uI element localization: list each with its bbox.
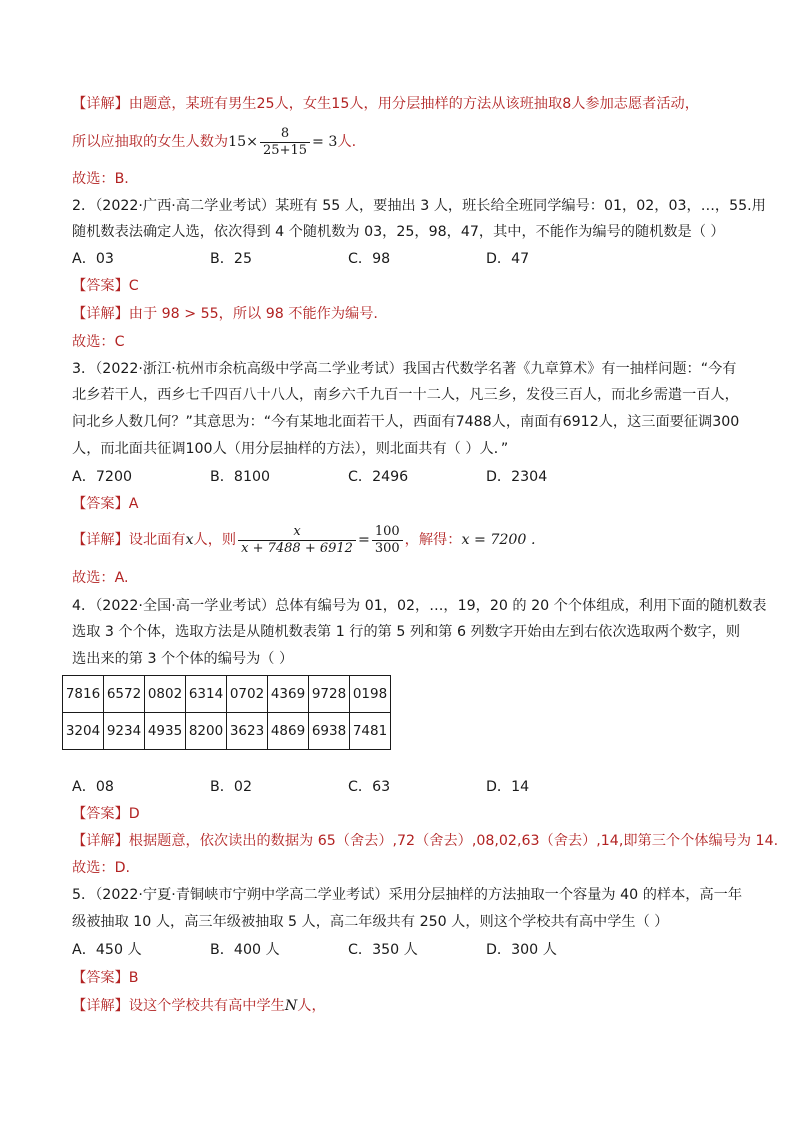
- q5-detail-text: 人，: [297, 998, 326, 1014]
- q3-detail-text: 人，则: [193, 532, 237, 548]
- table-cell: 0198: [350, 676, 391, 713]
- answer-value: B: [128, 970, 139, 986]
- variable-x: x: [185, 532, 194, 548]
- q5-detail: [72, 996, 326, 1016]
- detail-tag: 【详解】: [72, 532, 129, 548]
- option-a: A．03: [72, 251, 114, 267]
- q4-detail: [72, 831, 778, 851]
- table-cell: 7816: [63, 676, 104, 713]
- table-cell: 6938: [309, 713, 350, 750]
- q1-detail-text: 由题意，某班有男生: [128, 96, 257, 112]
- fraction-numerator: 8: [260, 126, 310, 143]
- answer-value: D: [128, 806, 140, 822]
- fraction-numerator: 100: [372, 524, 403, 541]
- option-b: B．8100: [210, 469, 271, 485]
- q1-pick: 故选：B.: [72, 171, 129, 187]
- table-cell: 0802: [145, 676, 186, 713]
- option-c: C．350 人: [348, 942, 418, 958]
- q3-answer: [72, 494, 138, 514]
- q5-answer: [72, 968, 139, 988]
- q3-stem-line-2: 北乡若干人，西乡七千四百八十八人，南乡六千九百一十二人，凡三乡，发役三百人，而北乡需遣一百人，: [72, 387, 739, 403]
- table-cell: 7481: [350, 713, 391, 750]
- q3-stem-line-1: 3．（2022·浙江·杭州市余杭高级中学高二学业考试）我国古代数学名著《九章算术》有一抽样问题：“今有: [72, 361, 737, 377]
- fraction-numerator: x: [238, 524, 356, 541]
- q4-stem-line-1: 4．（2022·全国·高一学业考试）总体有编号为 01，02，…，19，20 的 20 个个体组成，利用下面的随机数表: [72, 598, 767, 614]
- table-cell: 3623: [227, 713, 268, 750]
- answer-tag: 【答案】: [72, 278, 129, 294]
- q1-result: = 3: [312, 134, 338, 150]
- q3-detail: [72, 522, 535, 558]
- detail-tag: 【详解】: [72, 306, 129, 322]
- table-cell: 8200: [186, 713, 227, 750]
- option-d: D．47: [486, 251, 530, 267]
- q3-stem-line-4: 人，而北面共征调100人（用分层抽样的方法），则北面共有（ ）人．”: [72, 441, 509, 457]
- answer-tag: 【答案】: [72, 496, 129, 512]
- q1-boys-count: 25: [256, 96, 275, 112]
- q3-stem-line-3: 问北乡人数几何？”其意思为：“今有某地北面若干人，西面有7488人，南面有6912人，这三面要征调300: [72, 414, 740, 430]
- q2-detail-text: 由于 98 > 55，所以 98 不能作为编号.: [128, 306, 378, 322]
- equals-sign: =: [357, 532, 370, 548]
- q1-detail-line-1: [72, 94, 699, 114]
- fraction-denominator: x + 7488 + 6912: [241, 540, 353, 556]
- table-cell: 6572: [104, 676, 145, 713]
- table-cell: 9234: [104, 713, 145, 750]
- detail-tag: 【详解】: [72, 96, 129, 112]
- detail-tag: 【详解】: [72, 833, 129, 849]
- q1-fraction: [260, 126, 310, 159]
- option-d: D．300 人: [486, 942, 557, 958]
- option-d: D．2304: [486, 469, 548, 485]
- random-number-table: [62, 675, 391, 750]
- answer-value: C: [128, 278, 139, 294]
- q1-detail-text: 人，用分层抽样的方法从该班抽取: [349, 96, 563, 112]
- option-d: D．14: [486, 779, 530, 795]
- q3-detail-text: ，解得：: [404, 532, 462, 548]
- q3-pick: 故选：A.: [72, 570, 129, 586]
- q3-detail-text: 设北面有: [128, 532, 186, 548]
- q3-fraction-2: [372, 524, 403, 557]
- q5-detail-text: 设这个学校共有高中学生: [128, 998, 285, 1014]
- table-cell: 0702: [227, 676, 268, 713]
- q1-detail-text: 人，女生: [274, 96, 332, 112]
- option-b: B．25: [210, 251, 252, 267]
- option-b: B．400 人: [210, 942, 280, 958]
- q2-detail: [72, 304, 378, 324]
- option-c: C．2496: [348, 469, 409, 485]
- q1-girls-count: 15: [331, 96, 350, 112]
- table-cell: 9728: [309, 676, 350, 713]
- option-c: C．63: [348, 779, 391, 795]
- q1-sample-count: 8: [562, 96, 572, 112]
- q4-stem-line-3: 选出来的第 3 个个体的编号为（ ）: [72, 651, 294, 667]
- option-c: C．98: [348, 251, 391, 267]
- q2-stem-line-2: 随机数表法确定人选，依次得到 4 个随机数为 03，25，98，47，其中，不能作为编号的随机数是（ ）: [72, 224, 725, 240]
- q4-pick: 故选：D.: [72, 860, 130, 876]
- option-a: A．450 人: [72, 942, 142, 958]
- answer-value: A: [128, 496, 139, 512]
- detail-tag: 【详解】: [72, 998, 129, 1014]
- q1-detail-text: 所以应抽取的女生人数为: [72, 134, 229, 150]
- q2-pick: 故选：C: [72, 334, 125, 350]
- table-cell: 4369: [268, 676, 309, 713]
- q4-answer: [72, 804, 140, 824]
- fraction-denominator: 300: [374, 540, 400, 556]
- option-b: B．02: [210, 779, 252, 795]
- q5-stem-line-1: 5．（2022·宁夏·青铜峡市宁朔中学高二学业考试）采用分层抽样的方法抽取一个容量为 40 的样本，高一年: [72, 887, 743, 903]
- q3-fraction-1: [238, 524, 356, 557]
- answer-tag: 【答案】: [72, 806, 129, 822]
- table-row: [63, 713, 391, 750]
- q1-detail-line-2: [72, 124, 356, 160]
- answer-tag: 【答案】: [72, 970, 129, 986]
- q3-solution: x = 7200 .: [461, 532, 536, 548]
- table-row: [63, 676, 391, 713]
- option-a: A．08: [72, 779, 114, 795]
- q1-formula: 15×: [228, 134, 259, 150]
- table-cell: 6314: [186, 676, 227, 713]
- table-cell: 4935: [145, 713, 186, 750]
- table-cell: 3204: [63, 713, 104, 750]
- q4-detail-text: 根据题意，依次读出的数据为 65（舍去）,72（舍去）,08,02,63（舍去）,14,即第三个个体编号为 14.: [128, 833, 779, 849]
- q2-stem-line-1: 2．（2022·广西·高二学业考试）某班有 55 人，要抽出 3 人，班长给全班同学编号：01，02，03，…，55.用: [72, 198, 766, 214]
- table-cell: 4869: [268, 713, 309, 750]
- q4-stem-line-2: 选取 3 个个体，选取方法是从随机数表第 1 行的第 5 列和第 6 列数字开始由左到右依次选取两个数字，则: [72, 624, 741, 640]
- q5-stem-line-2: 级被抽取 10 人，高三年级被抽取 5 人，高二年级共有 250 人，则这个学校共有高中学生（ ）: [72, 914, 669, 930]
- q1-detail-text: 人参加志愿者活动，: [571, 96, 699, 112]
- variable-n: N: [284, 998, 298, 1014]
- q2-answer: [72, 276, 139, 296]
- q1-detail-text: 人.: [337, 134, 357, 150]
- option-a: A．7200: [72, 469, 132, 485]
- fraction-denominator: 25+15: [263, 142, 308, 158]
